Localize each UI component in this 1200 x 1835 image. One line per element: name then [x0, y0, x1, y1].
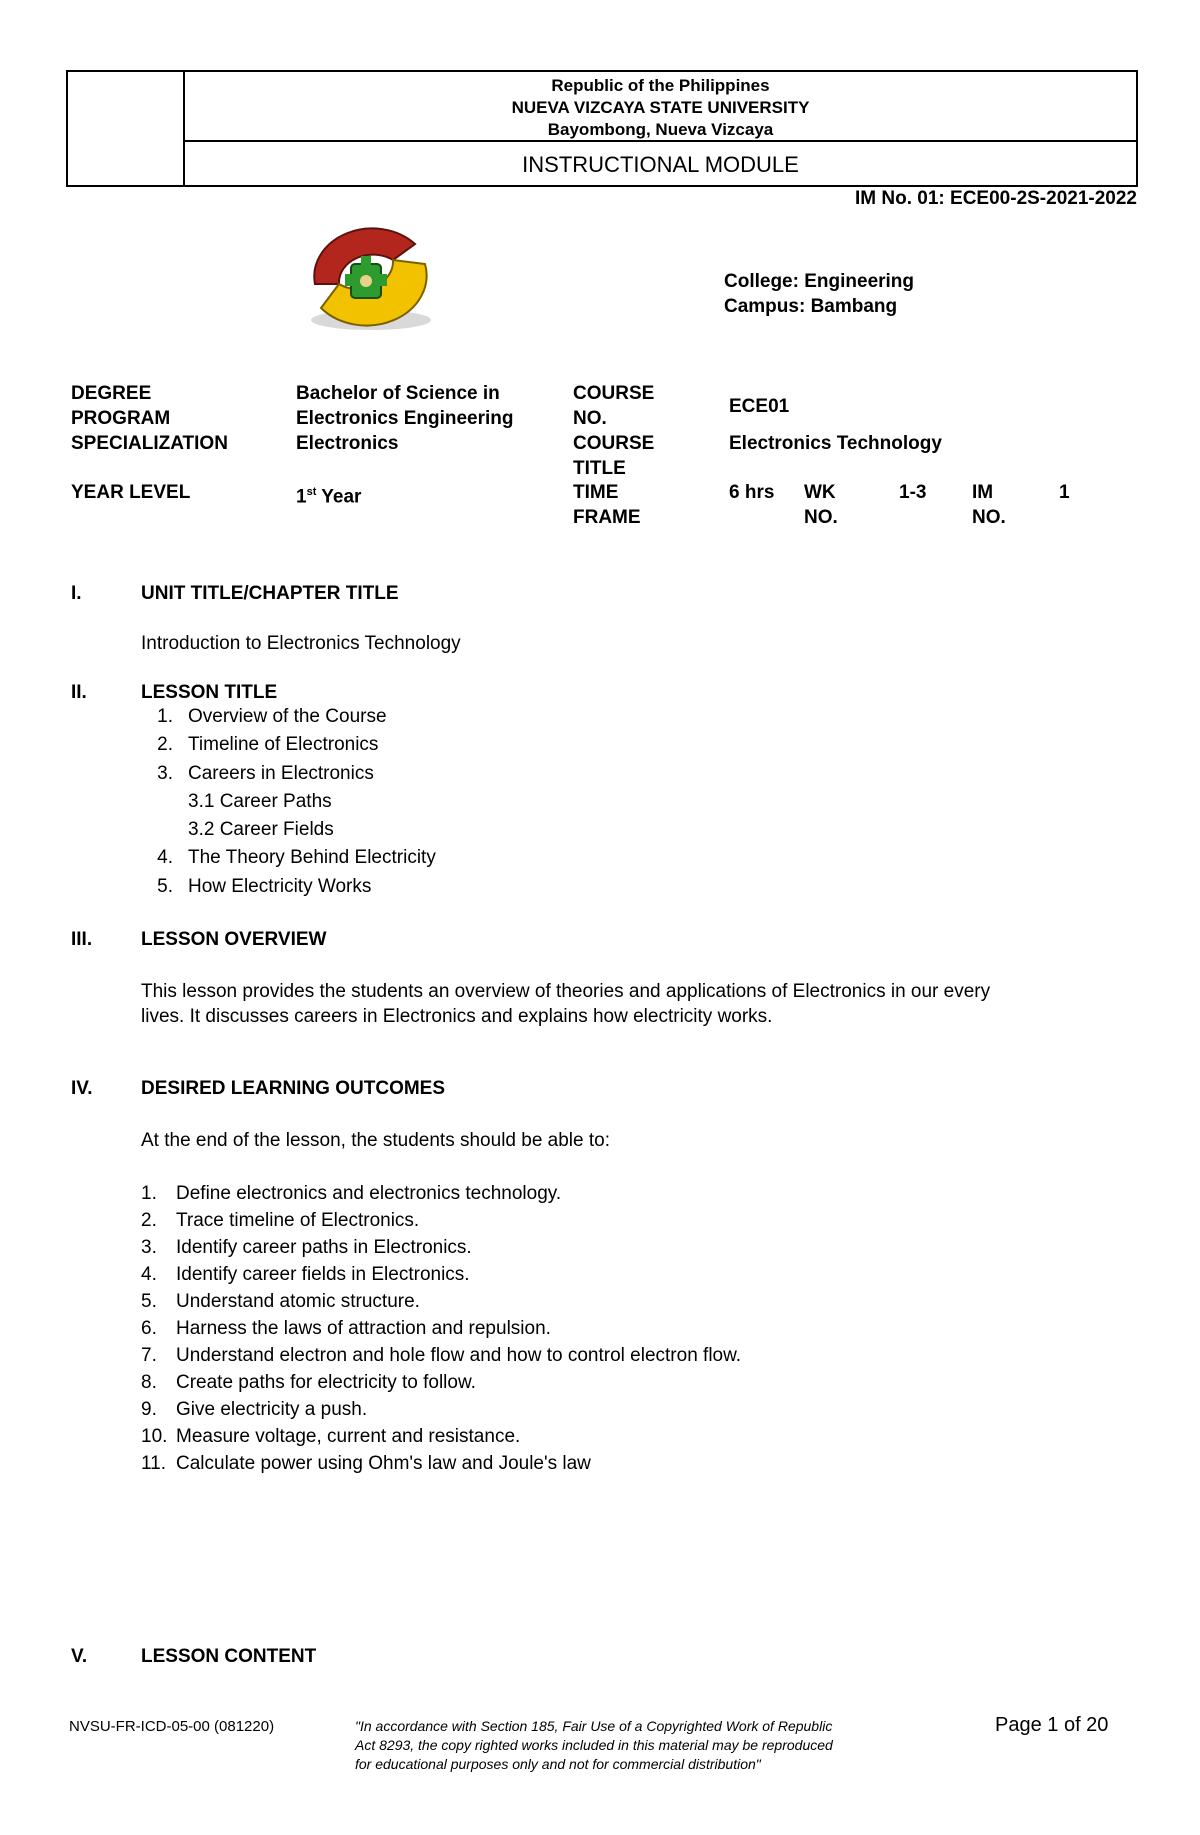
logo-gear-hub — [360, 275, 372, 287]
outcome-number: 4. — [141, 1264, 157, 1285]
outcome-number: 5. — [141, 1291, 157, 1312]
outcome-text: Calculate power using Ohm's law and Joule's law — [176, 1453, 591, 1474]
logo-gear-tooth — [379, 274, 387, 286]
lesson-item-number: 3. — [157, 762, 173, 784]
section-4-number: IV. — [71, 1078, 93, 1099]
section-3-title: LESSON OVERVIEW — [141, 929, 327, 950]
lesson-item-text: 3.2 Career Fields — [188, 819, 334, 841]
lesson-item-text: How Electricity Works — [188, 875, 372, 897]
college-logo — [305, 222, 437, 336]
outcome-text: Define electronics and electronics technology. — [176, 1183, 562, 1204]
section-2-title: LESSON TITLE — [141, 682, 278, 703]
college-campus-block — [724, 269, 914, 319]
module-title: INSTRUCTIONAL MODULE — [522, 152, 799, 177]
outcome-item — [141, 1288, 741, 1315]
outcome-text: Identify career fields in Electronics. — [176, 1264, 470, 1285]
outcome-text: Harness the laws of attraction and repulsion. — [176, 1318, 551, 1339]
lesson-item — [141, 873, 436, 901]
section-5-title: LESSON CONTENT — [141, 1646, 317, 1667]
outcome-text: Understand atomic structure. — [176, 1291, 420, 1312]
time-frame-value: 6 hrs — [729, 482, 775, 503]
outcome-number: 9. — [141, 1399, 157, 1420]
im-number: IM No. 01: ECE00-2S-2021-2022 — [855, 188, 1137, 209]
im-no-value: 1 — [1059, 482, 1070, 503]
outcome-item — [141, 1396, 741, 1423]
course-title-label: COURSE TITLE — [573, 433, 655, 479]
outcome-number: 2. — [141, 1210, 157, 1231]
course-title-value: Electronics Technology — [729, 433, 942, 454]
outcome-number: 10. — [141, 1426, 168, 1447]
lesson-item — [141, 703, 436, 731]
outcome-item — [141, 1450, 741, 1477]
degree-label: DEGREE PROGRAM — [71, 383, 171, 429]
logo-gear-tooth — [361, 256, 371, 266]
specialization-label: SPECIALIZATION — [71, 433, 228, 454]
year-level-label: YEAR LEVEL — [71, 482, 191, 503]
lesson-title-list — [141, 703, 436, 901]
lesson-item-number: 5. — [157, 875, 173, 897]
section-4-title: DESIRED LEARNING OUTCOMES — [141, 1078, 446, 1099]
campus-name: Campus: Bambang — [724, 296, 898, 317]
outcome-text: Trace timeline of Electronics. — [176, 1210, 420, 1231]
lesson-item — [141, 760, 436, 788]
outcome-text: Give electricity a push. — [176, 1399, 368, 1420]
outcome-item — [141, 1180, 741, 1207]
footer-page-number: Page 1 of 20 — [995, 1714, 1109, 1736]
outcome-item — [141, 1261, 741, 1288]
unit-title-text: Introduction to Electronics Technology — [141, 633, 461, 654]
logo-gear-tooth — [345, 274, 353, 286]
section-3-number: III. — [71, 929, 93, 950]
lesson-item — [141, 844, 436, 872]
specialization-value: Electronics — [296, 433, 399, 454]
header-university-block — [185, 72, 1136, 142]
footer-form-code: NVSU-FR-ICD-05-00 (081220) — [69, 1718, 275, 1735]
lesson-item — [141, 788, 436, 816]
lesson-item-number: 2. — [157, 734, 173, 756]
outcome-number: 11. — [141, 1453, 167, 1474]
header-republic: Republic of the Philippines — [551, 76, 770, 95]
outcome-number: 7. — [141, 1345, 157, 1366]
college-name: College: Engineering — [724, 271, 915, 292]
header-box — [66, 70, 1138, 187]
lesson-item-text: Overview of the Course — [188, 706, 387, 727]
lesson-item-number: 4. — [157, 847, 173, 869]
section-1-number: I. — [71, 583, 82, 604]
lesson-overview-text: This lesson provides the students an overview of theories and applications of Electronics in our every lives. It discusses careers in Electronics and explains how electricity works. — [141, 981, 991, 1027]
outcome-item — [141, 1315, 741, 1342]
wk-no-label: WK NO. — [804, 482, 838, 528]
wk-no-value: 1-3 — [899, 482, 927, 503]
outcome-text: Understand electron and hole flow and how to control electron flow. — [176, 1345, 742, 1366]
outcomes-intro: At the end of the lesson, the students should be able to: — [141, 1130, 610, 1151]
lesson-item-text: Timeline of Electronics — [188, 734, 379, 756]
lesson-item-text: The Theory Behind Electricity — [188, 847, 436, 869]
outcome-item — [141, 1423, 741, 1450]
lesson-item-text: Careers in Electronics — [188, 762, 374, 784]
im-no-label: IM NO. — [972, 482, 1006, 528]
time-frame-label: TIME FRAME — [573, 482, 641, 528]
outcome-number: 3. — [141, 1237, 157, 1258]
outcome-text: Measure voltage, current and resistance. — [176, 1426, 521, 1447]
section-1-title: UNIT TITLE/CHAPTER TITLE — [141, 583, 399, 604]
footer-legal-notice: "In accordance with Section 185, Fair Use of a Copyrighted Work of Republic Act 8293, the copy righted works included in this material may be reproduced for educational purposes only and not for commercial distribution" — [355, 1718, 833, 1772]
outcome-item — [141, 1342, 741, 1369]
learning-outcomes-list — [141, 1180, 741, 1477]
outcome-item — [141, 1234, 741, 1261]
lesson-item-text: 3.1 Career Paths — [188, 790, 332, 812]
outcome-text: Create paths for electricity to follow. — [176, 1372, 476, 1393]
outcome-item — [141, 1207, 741, 1234]
header-university: NUEVA VIZCAYA STATE UNIVERSITY — [511, 98, 810, 117]
section-5-number: V. — [71, 1646, 88, 1667]
lesson-item — [141, 816, 436, 844]
section-2-number: II. — [71, 682, 87, 703]
degree-value: Bachelor of Science in Electronics Engineering — [296, 383, 514, 429]
header-logo-cell — [68, 72, 185, 185]
outcome-text: Identify career paths in Electronics. — [176, 1237, 472, 1258]
outcome-number: 1. — [141, 1183, 157, 1204]
course-no-label: COURSE NO. — [573, 383, 655, 429]
year-level-value: 1st Year — [296, 486, 362, 508]
course-no-value: ECE01 — [729, 396, 790, 417]
outcome-number: 6. — [141, 1318, 157, 1339]
header-location: Bayombong, Nueva Vizcaya — [547, 120, 774, 139]
outcome-number: 8. — [141, 1372, 157, 1393]
lesson-item-number: 1. — [157, 706, 173, 727]
lesson-item — [141, 731, 436, 759]
outcome-item — [141, 1369, 741, 1396]
